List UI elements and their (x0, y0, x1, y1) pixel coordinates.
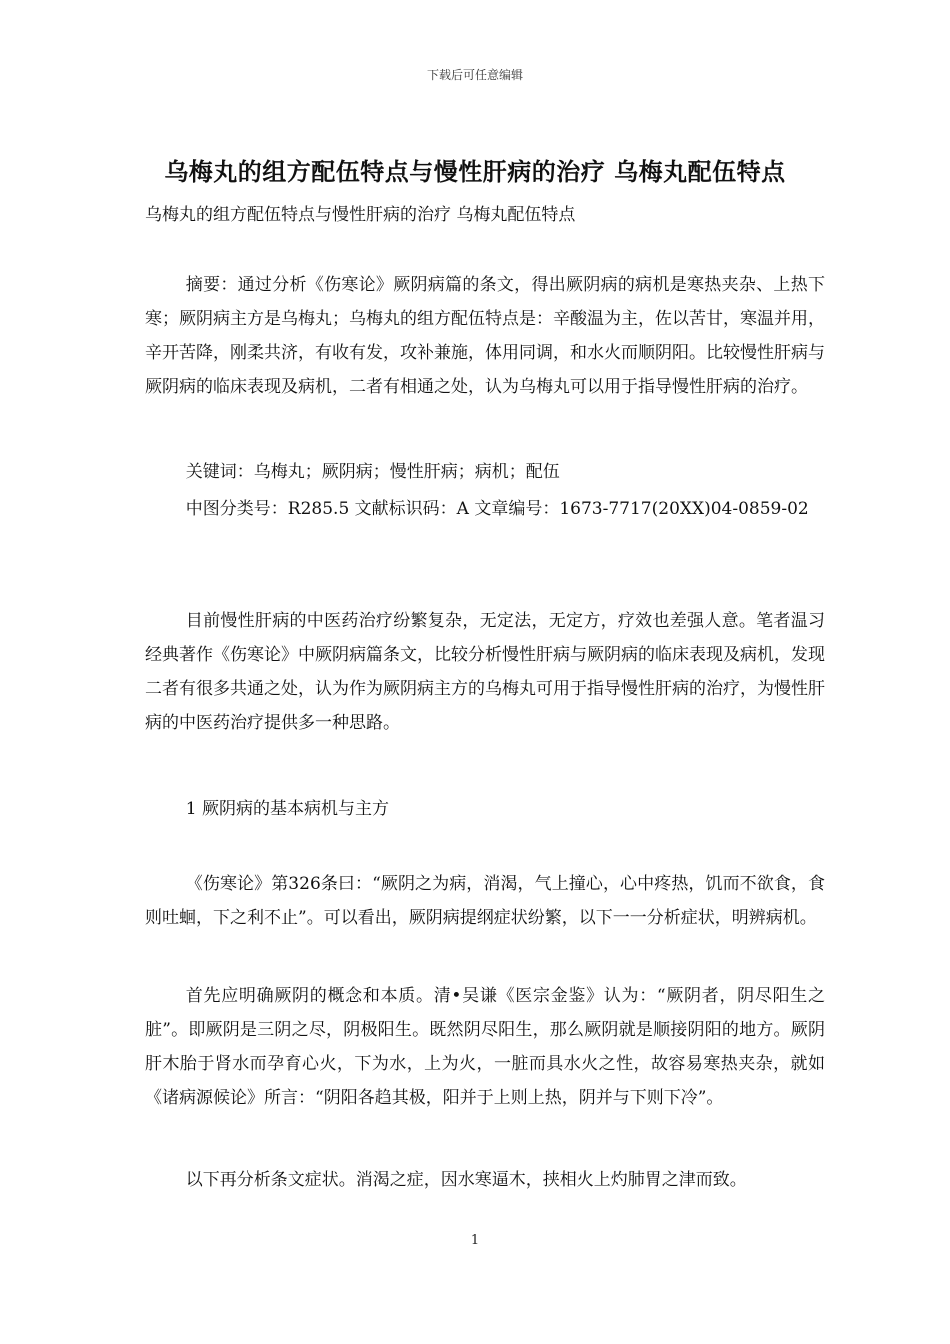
section-heading: 1 厥阴病的基本病机与主方 (185, 799, 390, 819)
page-number: 1 (470, 1233, 480, 1248)
classification-line: 中图分类号：R285.5 文献标识码：A 文章编号：1673-7717(20XX)04-0859-02 (185, 499, 809, 519)
abstract-paragraph: 摘要：通过分析《伤寒论》厥阴病篇的条文，得出厥阴病的病机是寒热夹杂、上热下寒；厥阴病主方是乌梅丸；乌梅丸的组方配伍特点是：辛酸温为主，佐以苦甘，寒温并用，辛开苦降，刚柔共济，有收有发，攻补兼施，体用同调，和水火而顺阴阳。比较慢性肝病与厥阴病的临床表现及病机，二者有相通之处，认为乌梅丸可以用于指导慢性肝病的治疗。 (145, 275, 825, 397)
intro-paragraph: 目前慢性肝病的中医药治疗纷繁复杂，无定法，无定方，疗效也差强人意。笔者温习经典著作《伤寒论》中厥阴病篇条文，比较分析慢性肝病与厥阴病的临床表现及病机，发现二者有很多共通之处，认为作为厥阴病主方的乌梅丸可用于指导慢性肝病的治疗，为慢性肝病的中医药治疗提供多一种思路。 (145, 611, 825, 733)
body-paragraph-1: 《伤寒论》第326条曰：“厥阴之为病，消渴，气上撞心，心中疼热，饥而不欲食，食则吐蛔，下之利不止”。可以看出，厥阴病提纲症状纷繁，以下一一分析症状，明辨病机。 (145, 874, 825, 928)
document-subtitle: 乌梅丸的组方配伍特点与慢性肝病的治疗 乌梅丸配伍特点 (145, 205, 576, 225)
document-title: 乌梅丸的组方配伍特点与慢性肝病的治疗 乌梅丸配伍特点 (164, 157, 786, 186)
page-header-note: 下载后可任意编辑 (426, 68, 523, 82)
body-paragraph-2: 首先应明确厥阴的概念和本质。清•吴谦《医宗金鉴》认为：“厥阴者，阴尽阳生之脏”。即厥阴是三阴之尽，阴极阳生。既然阴尽阳生，那么厥阴就是顺接阴阳的地方。厥阴肝木胎于肾水而孕育心火，下为水，上为火，一脏而具水火之性，故容易寒热夹杂，就如《诸病源候论》所言：“阴阳各趋其极，阳并于上则上热，阴并与下则下冷”。 (145, 986, 825, 1108)
body-paragraph-3: 以下再分析条文症状。消渴之症，因水寒逼木，挟相火上灼肺胃之津而致。 (185, 1170, 747, 1190)
keywords-line: 关键词：乌梅丸；厥阴病；慢性肝病；病机；配伍 (185, 462, 560, 482)
